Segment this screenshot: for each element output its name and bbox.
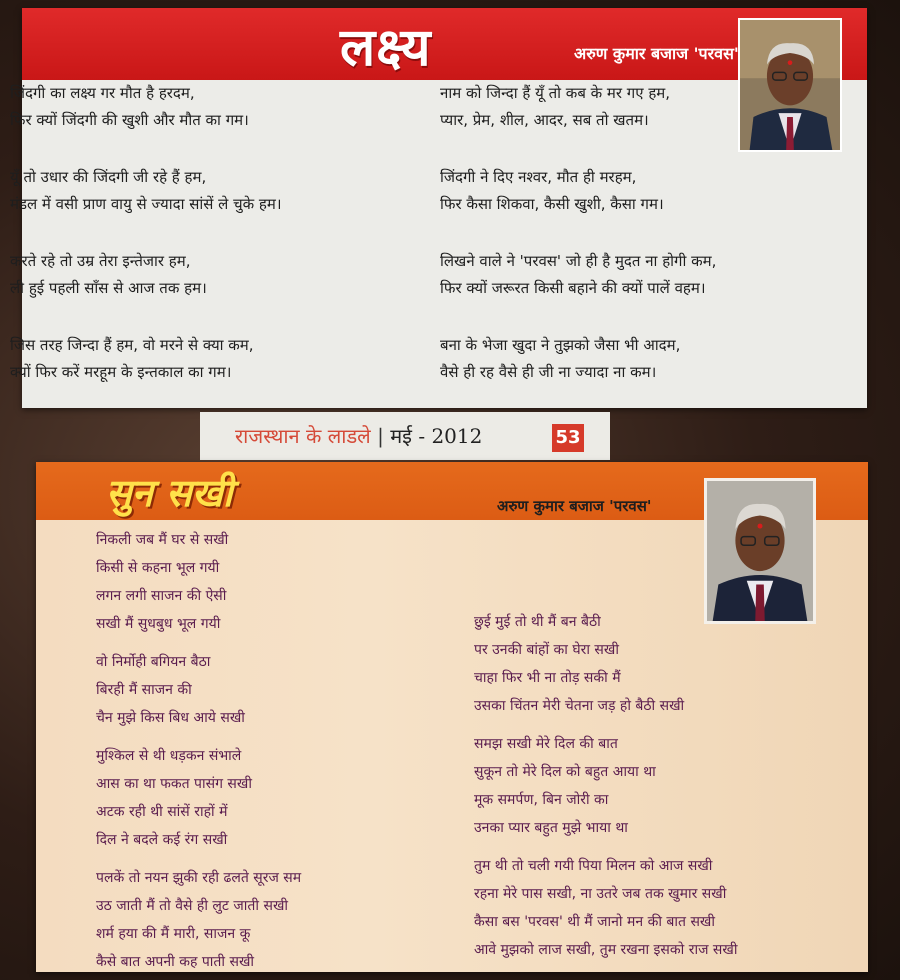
issue-date: मई - 2012 [390, 424, 483, 448]
poem1-left-column [10, 80, 282, 416]
verse-line: यूँ तो उधार की जिंदगी जी रहे हैं हम, [10, 168, 207, 186]
verse-line: शर्म हया की मैं मारी, साजन कू [96, 926, 251, 942]
stanza [96, 742, 301, 854]
verse-line: छुई मुई तो थी मैं बन बैठी [474, 614, 601, 630]
stanza [440, 80, 716, 134]
stanza [440, 332, 716, 386]
verse-line: मंडल में वसी प्राण वायु से ज्यादा सांसें ले चुके हम। [10, 195, 282, 213]
verse-line: सुकून तो मेरे दिल को बहुत आया था [474, 764, 656, 780]
stanza [440, 248, 716, 302]
verse-line: फिर क्यों जिंदगी की खुशी और मौत का गम। [10, 111, 249, 129]
verse-line: सखी मैं सुधबुध भूल गयी [96, 616, 221, 632]
verse-line: आवे मुझको लाज सखी, तुम रखना इसको राज सखी [474, 942, 738, 958]
poem2-right-column [474, 608, 737, 974]
verse-line: पलकें तो नयन झुकी रही ढलते सूरज सम [96, 870, 302, 886]
author-photo [738, 18, 842, 152]
stanza [440, 164, 716, 218]
verse-line: लिखने वाले ने 'परवस' जो ही है मुदत ना होगी कम, [440, 252, 717, 270]
stanza [474, 730, 737, 842]
verse-line: उसका चिंतन मेरी चेतना जड़ हो बैठी सखी [474, 698, 685, 714]
verse-line: जिंदगी का लक्ष्य गर मौत है हरदम, [10, 84, 195, 102]
poem-title: सुन सखी [106, 471, 233, 515]
verse-line: प्यार, प्रेम, शील, आदर, सब तो खतम। [440, 111, 649, 129]
verse-line: उनका प्यार बहुत मुझे भाया था [474, 820, 628, 836]
poem-title: लक्ष्य [340, 18, 432, 78]
verse-line: पर उनकी बांहों का घेरा सखी [474, 642, 619, 658]
page-number: 53 [552, 424, 584, 452]
stanza [474, 608, 737, 720]
verse-line: तुम थी तो चली गयी पिया मिलन को आज सखी [474, 858, 713, 874]
verse-line: किसी से कहना भूल गयी [96, 560, 220, 576]
verse-line: आस का था फकत पासंग सखी [96, 776, 252, 792]
poem2-left-column [96, 526, 301, 980]
verse-line: बिरही मैं साजन की [96, 682, 192, 698]
verse-line: कैसे बात अपनी कह पाती सखी [96, 954, 255, 970]
poem1-right-column [440, 80, 716, 416]
verse-line: लगन लगी साजन की ऐसी [96, 588, 227, 604]
stanza [10, 80, 282, 134]
verse-line: फिर क्यों जरूरत किसी बहाने की क्यों पालें वहम। [440, 279, 706, 297]
verse-line: वैसे ही रह वैसे ही जी ना ज्यादा ना कम। [440, 363, 657, 381]
verse-line: ली हुई पहली साँस से आज तक हम। [10, 279, 207, 297]
page-footer [235, 422, 482, 449]
verse-line: मूक समर्पण, बिन जोरी का [474, 792, 609, 808]
verse-line: फिर कैसा शिकवा, कैसी खुशी, कैसा गम। [440, 195, 664, 213]
verse-line: क्यों फिर करें मरहूम के इन्तकाल का गम। [10, 363, 232, 381]
verse-line: नाम को जिन्दा हैं यूँ तो कब के मर गए हम, [440, 84, 671, 102]
magazine-name: राजस्थान के लाडले [235, 424, 371, 448]
verse-line: जिंदगी ने दिए नश्वर, मौत ही मरहम, [440, 168, 637, 186]
stanza [96, 526, 301, 638]
verse-line: रहना मेरे पास सखी, ना उतरे जब तक खुमार सखी [474, 886, 727, 902]
poem-author: अरुण कुमार बजाज 'परवस' [497, 497, 652, 515]
verse-line: निकली जब मैं घर से सखी [96, 532, 229, 548]
stanza [10, 248, 282, 302]
verse-line: मुश्किल से थी धड़कन संभाले [96, 748, 242, 764]
verse-line: वो निर्मोही बगियन बैठा [96, 654, 211, 670]
verse-line: करते रहे तो उम्र तेरा इन्तेजार हम, [10, 252, 191, 270]
verse-line: चैन मुझे किस बिध आये सखी [96, 710, 245, 726]
poem-author: अरुण कुमार बजाज 'परवस' [574, 44, 739, 63]
footer-separator: | [377, 424, 384, 448]
stanza [96, 864, 301, 976]
verse-line: चाहा फिर भी ना तोड़ सकी मैं [474, 670, 621, 686]
verse-line: उठ जाती मैं तो वैसे ही लुट जाती सखी [96, 898, 289, 914]
stanza [10, 332, 282, 386]
author-photo [704, 478, 816, 624]
verse-line: जिस तरह जिन्दा हैं हम, वो मरने से क्या कम, [10, 336, 254, 354]
stanza [10, 164, 282, 218]
verse-line: बना के भेजा खुदा ने तुझको जैसा भी आदम, [440, 336, 681, 354]
stanza [474, 852, 737, 964]
verse-line: दिल ने बदले कई रंग सखी [96, 832, 228, 848]
verse-line: कैसा बस 'परवस' थी मैं जानो मन की बात सखी [474, 914, 715, 930]
verse-line: समझ सखी मेरे दिल की बात [474, 736, 618, 752]
stanza [96, 648, 301, 732]
verse-line: अटक रही थी सांसें राहों में [96, 804, 228, 820]
